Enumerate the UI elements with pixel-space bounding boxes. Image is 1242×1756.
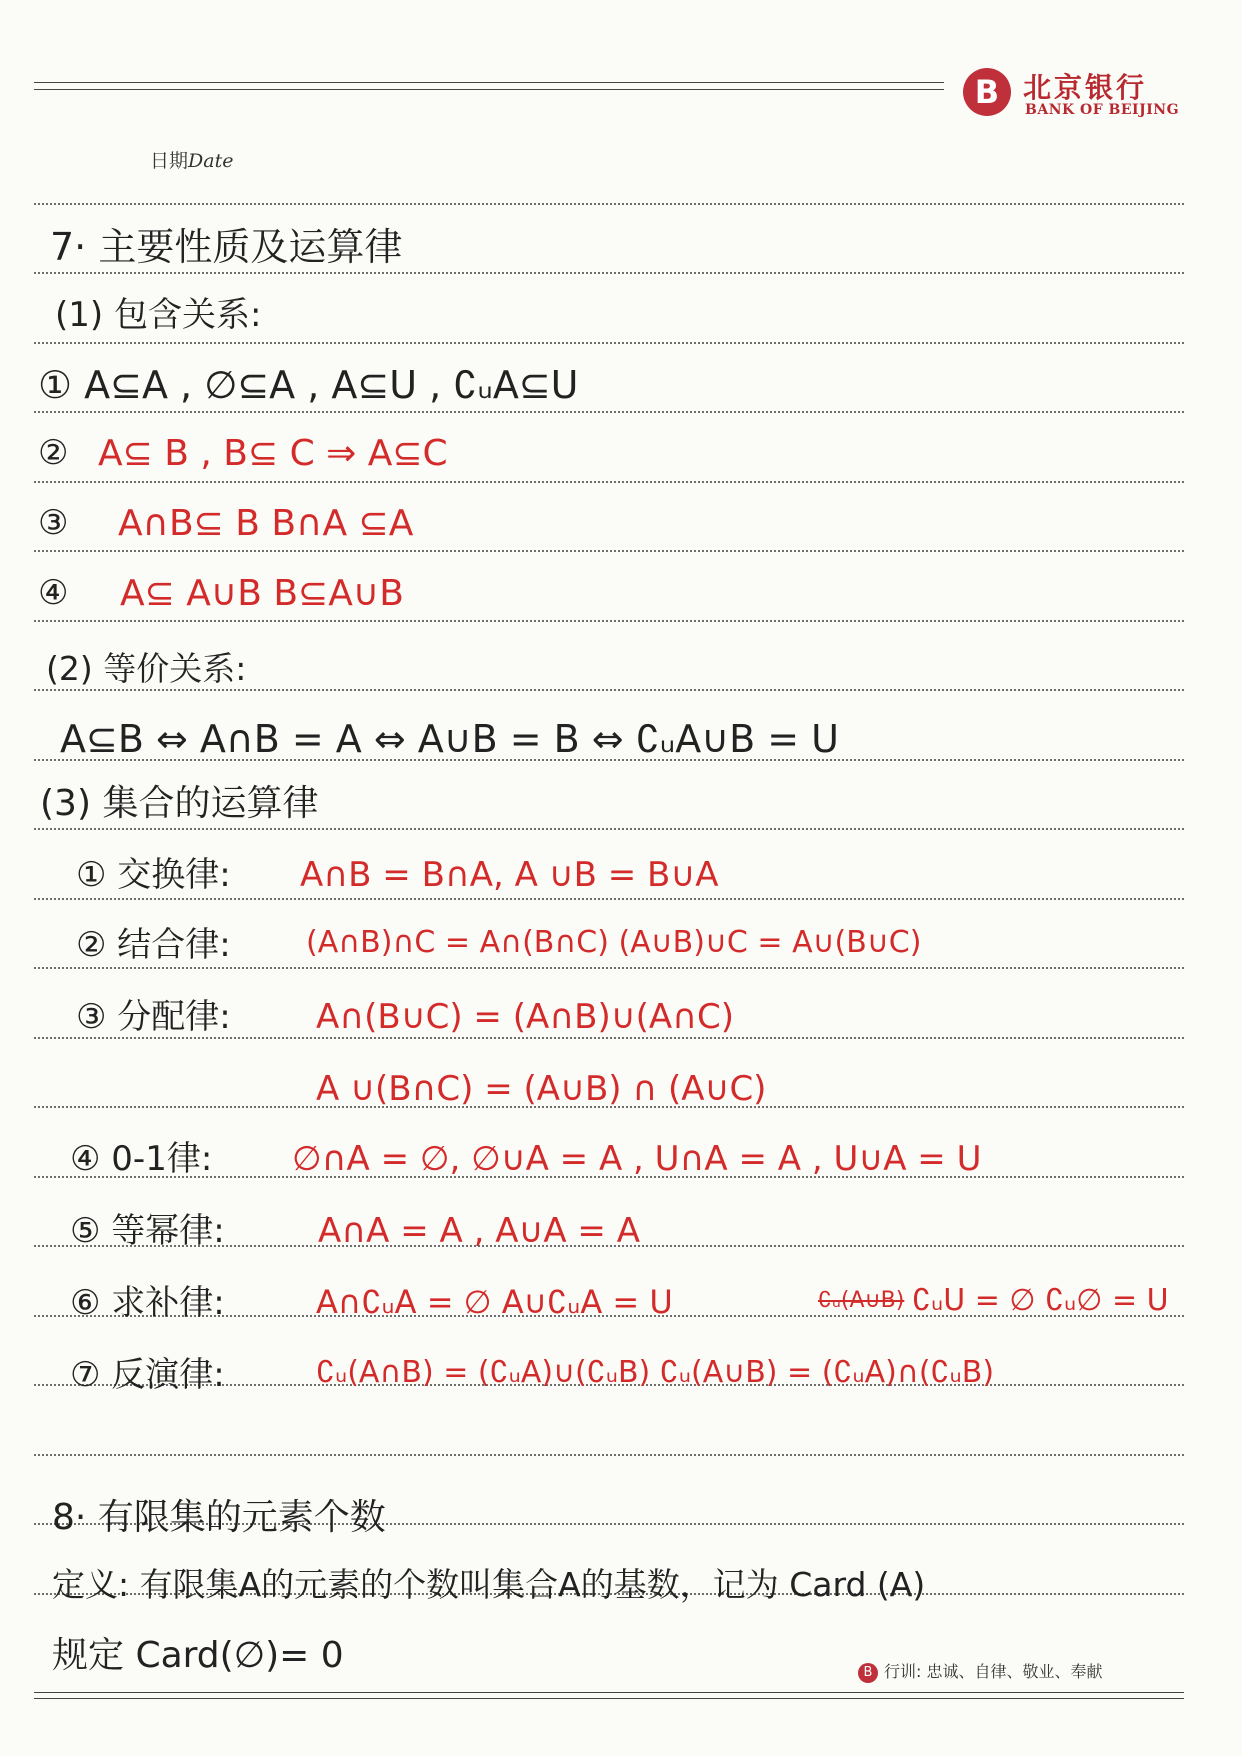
- date-label: [150, 146, 233, 173]
- law-label-de-morgan: ⑦ 反演律:: [70, 1355, 225, 1395]
- law-formula-commutative: A∩B = B∩A, A ∪B = B∪A: [300, 855, 719, 895]
- section-8-title: 8· 有限集的元素个数: [52, 1497, 386, 1538]
- law-label-zero-one: ④ 0-1律:: [70, 1139, 213, 1179]
- ruled-line: [34, 411, 1184, 413]
- ruled-line: [34, 1454, 1184, 1456]
- footer-motto-text: 行训: 忠诚、自律、敬业、奉献: [884, 1662, 1103, 1681]
- law-label-associative: ② 结合律:: [76, 925, 231, 965]
- containment-item-4: A⊆ A∪B B⊆A∪B: [120, 573, 404, 614]
- footer-rule-bottom: [34, 1698, 1184, 1699]
- containment-item-1: ① A⊆A , ∅⊆A , A⊆U , ∁ᵤA⊆U: [38, 363, 579, 407]
- containment-heading: (1) 包含关系:: [55, 295, 262, 335]
- containment-item-3: A∩B⊆ B B∩A ⊆A: [118, 503, 414, 544]
- law-formula-zero-one: ∅∩A = ∅, ∅∪A = A , U∩A = A , U∪A = U: [292, 1139, 982, 1179]
- footer-motto: [858, 1659, 1102, 1683]
- ruled-line: [34, 898, 1184, 900]
- ruled-line: [34, 342, 1184, 344]
- equivalence-heading: (2) 等价关系:: [46, 649, 247, 688]
- containment-item-3-number: ③: [38, 503, 69, 543]
- ruled-line: [34, 203, 1184, 205]
- containment-item-4-number: ④: [38, 573, 69, 613]
- ruled-line: [34, 620, 1184, 622]
- ruled-line: [34, 481, 1184, 483]
- bank-logo: [963, 66, 1181, 122]
- bank-name-cn: 北京银行: [1023, 71, 1148, 104]
- date-label-en: Date: [188, 150, 234, 172]
- containment-item-2-number: ②: [38, 433, 69, 473]
- law-formula-complement: A∩∁ᵤA = ∅ A∪∁ᵤA = U: [316, 1283, 673, 1321]
- containment-item-2: A⊆ B , B⊆ C ⇒ A⊆C: [98, 433, 448, 474]
- date-label-cn: 日期: [150, 150, 189, 172]
- header-rule-bottom: [34, 89, 944, 90]
- equivalence-formula: A⊆B ⇔ A∩B = A ⇔ A∪B = B ⇔ ∁ᵤA∪B = U: [60, 717, 839, 761]
- footer-logo-icon: B: [858, 1663, 878, 1683]
- finite-set-rule: 规定 Card(∅)= 0: [52, 1635, 344, 1676]
- operation-laws-heading: (3) 集合的运算律: [40, 783, 319, 824]
- bank-name-en: BANK OF BEIJING: [1025, 102, 1180, 118]
- footer-rule-top: [34, 1692, 1184, 1693]
- ruled-line: [34, 967, 1184, 969]
- ruled-line: [34, 689, 1184, 691]
- law-label-idempotent: ⑤ 等幂律:: [70, 1211, 225, 1251]
- finite-set-definition: 定义: 有限集A的元素的个数叫集合A的基数，记为 Card (A): [52, 1565, 926, 1604]
- law-formula-distributive-1: A∩(B∪C) = (A∩B)∪(A∩C): [316, 997, 735, 1037]
- ruled-line: [34, 828, 1184, 830]
- law-formula-de-morgan: ∁ᵤ(A∩B) = (∁ᵤA)∪(∁ᵤB) ∁ᵤ(A∪B) = (∁ᵤA)∩(∁ᵤB): [316, 1355, 995, 1390]
- bank-logo-icon: B: [963, 68, 1011, 116]
- ruled-line: [34, 272, 1184, 274]
- law-label-complement: ⑥ 求补律:: [70, 1283, 225, 1323]
- law-formula-distributive-2: A ∪(B∩C) = (A∪B) ∩ (A∪C): [316, 1069, 767, 1109]
- law-label-commutative: ① 交换律:: [76, 855, 231, 895]
- law-formula-idempotent: A∩A = A , A∪A = A: [318, 1211, 640, 1251]
- ruled-line: [34, 550, 1184, 552]
- law-label-distributive: ③ 分配律:: [76, 997, 231, 1037]
- law-formula-complement-tail: ∁ᵤU = ∅ ∁ᵤ∅ = U: [912, 1283, 1169, 1318]
- law-formula-associative: (A∩B)∩C = A∩(B∩C) (A∪B)∪C = A∪(B∪C): [306, 925, 922, 960]
- section-7-title: 7· 主要性质及运算律: [50, 225, 403, 269]
- header-rule-top: [34, 82, 944, 83]
- law-formula-complement-struck: ∁ᵤ(A∪B): [818, 1288, 905, 1313]
- ruled-line: [34, 1037, 1184, 1039]
